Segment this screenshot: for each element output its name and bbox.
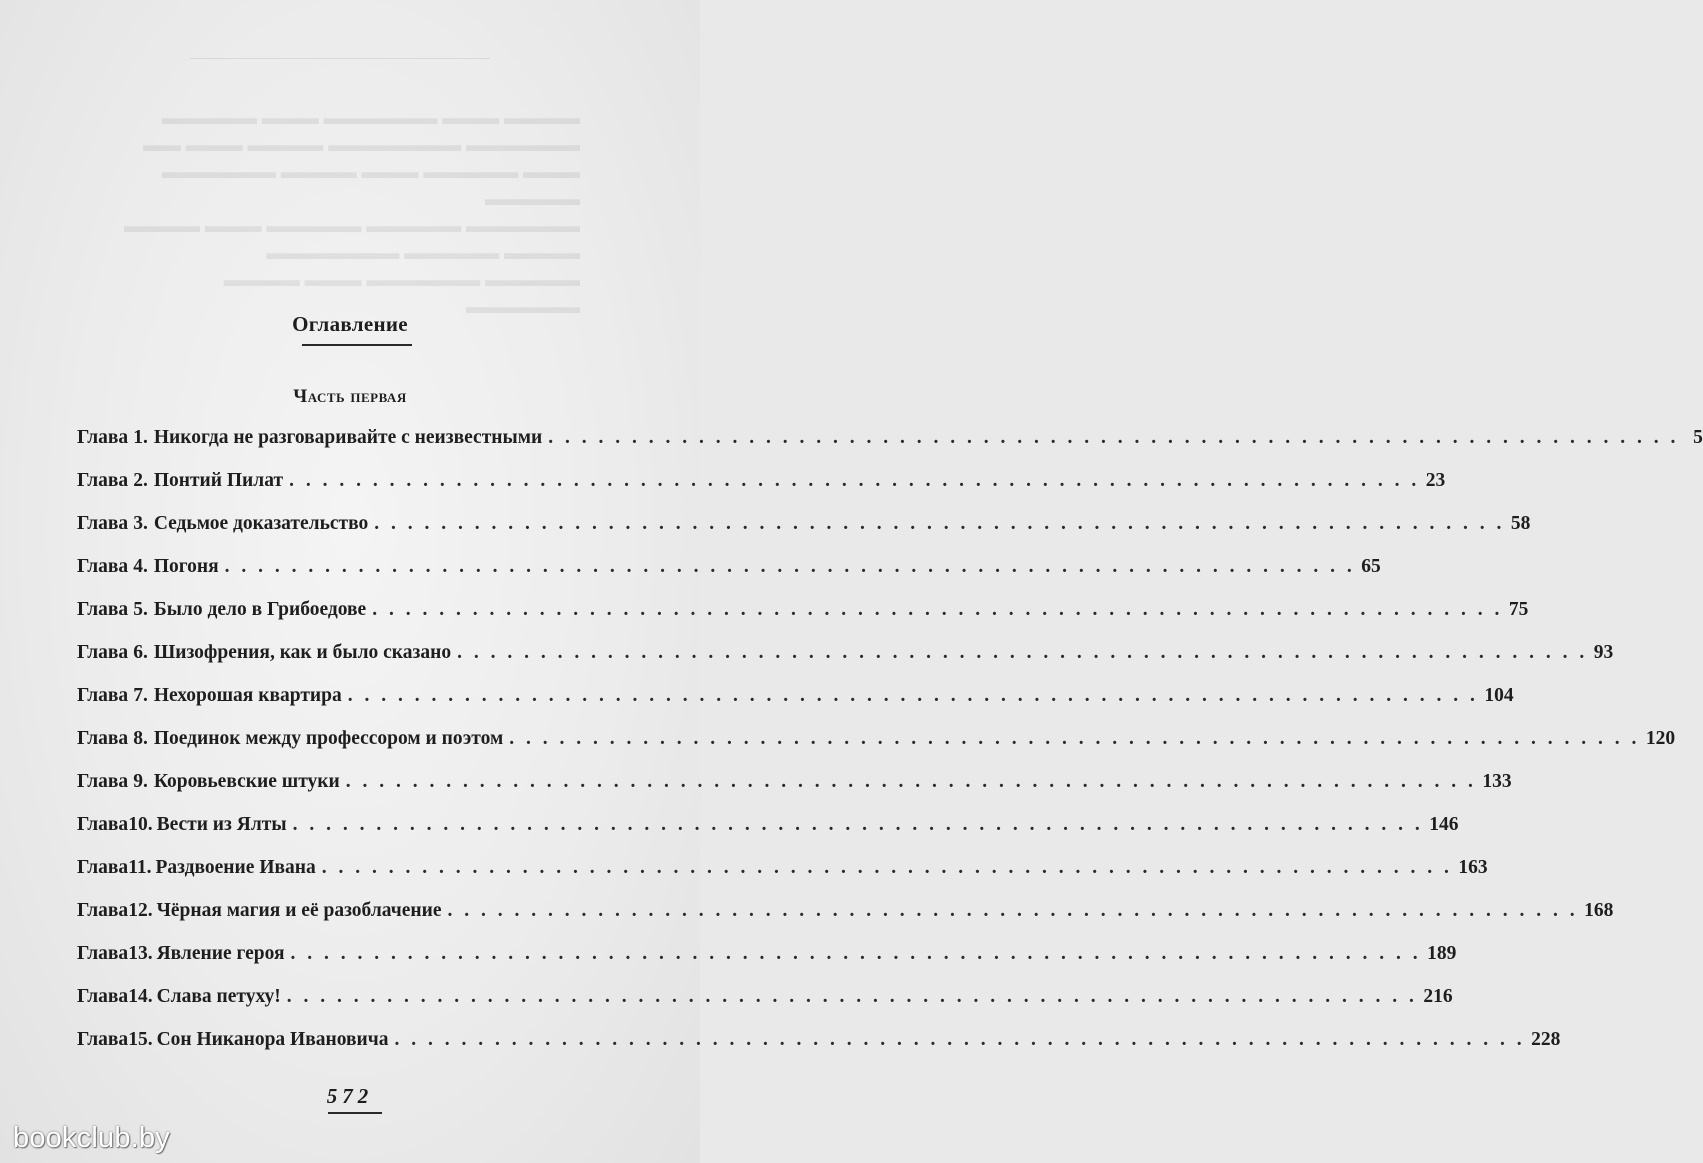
- chapter-number: 3.: [133, 513, 148, 534]
- dot-leader: [289, 470, 1420, 492]
- chapter-page-number: 5: [1693, 427, 1703, 448]
- dot-leader: [548, 427, 1679, 449]
- toc-entry[interactable]: [77, 771, 1512, 814]
- chapter-title: Понтий Пилат: [153, 470, 284, 491]
- chapter-number: 8.: [133, 728, 148, 749]
- chapter-page-number: 120: [1645, 728, 1676, 749]
- chapter-number: 2.: [133, 470, 148, 491]
- chapter-page-number: 93: [1593, 642, 1614, 663]
- chapter-page-number: 228: [1531, 1029, 1561, 1050]
- chapter-title: Сон Никанора Ивановича: [156, 1029, 389, 1050]
- bleed-through-rule: [190, 58, 490, 59]
- heading-underline: [302, 344, 412, 346]
- dot-leader: [291, 943, 1422, 965]
- dot-leader: [374, 513, 1505, 535]
- dot-leader: [293, 814, 1424, 836]
- chapter-title: Нехорошая квартира: [153, 685, 342, 706]
- chapter-number: 6.: [133, 642, 148, 663]
- chapter-title: Слава петуху!: [156, 986, 281, 1007]
- chapter-page-number: 163: [1458, 857, 1488, 878]
- chapter-title: Погоня: [153, 556, 219, 577]
- toc-entry[interactable]: [77, 513, 1531, 556]
- chapter-label: Глава: [77, 986, 129, 1007]
- dot-leader: [287, 986, 1418, 1008]
- chapter-number: 15.: [128, 1029, 153, 1050]
- toc-entry[interactable]: [77, 814, 1459, 857]
- page-number-rule: [328, 1112, 382, 1114]
- table-of-contents: [77, 427, 1703, 1072]
- dot-leader: [372, 599, 1503, 621]
- chapter-page-number: 65: [1361, 556, 1381, 577]
- page-number: 572: [326, 1084, 374, 1108]
- chapter-page-number: 58: [1510, 513, 1531, 534]
- chapter-label: Глава: [77, 1029, 129, 1050]
- chapter-page-number: 189: [1427, 943, 1457, 964]
- dot-leader: [457, 642, 1588, 664]
- chapter-label: Глава: [77, 427, 129, 448]
- chapter-number: 10.: [128, 814, 153, 835]
- toc-entry[interactable]: [77, 728, 1676, 771]
- toc-entry[interactable]: [77, 427, 1703, 470]
- chapter-label: Глава: [77, 513, 129, 534]
- dot-leader: [346, 771, 1477, 793]
- chapter-label: Глава: [77, 685, 129, 706]
- chapter-title: Седьмое доказательство: [153, 513, 369, 534]
- chapter-number: 12.: [128, 900, 153, 921]
- chapter-title: Раздвоение Ивана: [155, 857, 316, 878]
- chapter-title: Чёрная магия и её разоблачение: [156, 900, 442, 921]
- chapter-page-number: 23: [1425, 470, 1446, 491]
- chapter-title: Поединок между профессором и поэтом: [153, 728, 504, 749]
- chapter-title: Вести из Ялты: [156, 814, 287, 835]
- chapter-label: Глава: [77, 771, 129, 792]
- chapter-label: Глава: [77, 728, 129, 749]
- dot-leader: [348, 685, 1479, 707]
- dot-leader: [395, 1029, 1526, 1051]
- watermark-logo: bookclub.by: [13, 1122, 170, 1154]
- toc-entry[interactable]: [77, 986, 1453, 1029]
- chapter-title: Шизофрения, как и было сказано: [153, 642, 452, 663]
- toc-entry[interactable]: [77, 943, 1457, 986]
- toc-entry[interactable]: [77, 470, 1446, 513]
- toc-entry[interactable]: [77, 556, 1381, 599]
- toc-entry[interactable]: [77, 642, 1614, 685]
- chapter-label: Глава: [77, 857, 129, 878]
- chapter-label: Глава: [77, 814, 129, 835]
- dot-leader: [322, 857, 1453, 879]
- chapter-label: Глава: [77, 642, 129, 663]
- chapter-number: 5.: [133, 599, 148, 620]
- chapter-number: 7.: [133, 685, 148, 706]
- toc-heading: [0, 312, 700, 339]
- toc-entry[interactable]: [77, 599, 1529, 642]
- chapter-label: Глава: [77, 943, 129, 964]
- chapter-number: 14.: [128, 986, 153, 1007]
- chapter-number: 4.: [133, 556, 148, 577]
- bleed-through-texture: ▬▬▬▬ ▬▬▬ ▬▬▬▬▬▬ ▬▬▬ ▬▬▬▬▬ ▬▬▬▬▬▬ ▬▬▬▬▬▬▬ ▬▬▬▬ ▬▬▬ ▬▬ ▬▬▬ ▬▬▬▬▬ ▬▬▬ ▬▬▬▬ ▬▬▬▬▬▬ ▬▬▬▬▬ ▬▬▬▬▬▬ ▬▬▬▬▬ ▬▬▬▬▬ ▬▬▬ ▬▬▬▬ ▬▬▬▬ ▬▬▬▬▬ ▬▬▬▬▬▬▬ ▬▬▬▬▬ ▬▬▬▬▬▬ ▬▬▬ ▬▬▬▬ ▬▬▬▬▬▬: [124, 108, 580, 318]
- chapter-label: Глава: [77, 900, 129, 921]
- chapter-label: Глава: [77, 556, 129, 577]
- toc-entry[interactable]: [77, 685, 1514, 728]
- chapter-page-number: 133: [1482, 771, 1512, 792]
- toc-heading-text: Оглавление: [292, 312, 408, 336]
- chapter-page-number: 75: [1508, 599, 1529, 620]
- dot-leader: [509, 728, 1640, 750]
- chapter-title: Никогда не разговаривайте с неизвестными: [153, 427, 543, 448]
- toc-entry[interactable]: [77, 900, 1614, 943]
- dot-leader: [225, 556, 1356, 578]
- chapter-label: Глава: [77, 599, 129, 620]
- chapter-page-number: 216: [1423, 986, 1453, 1007]
- chapter-title: Явление героя: [156, 943, 285, 964]
- chapter-number: 9.: [133, 771, 148, 792]
- chapter-title: Было дело в Грибоедове: [153, 599, 367, 620]
- chapter-label: Глава: [77, 470, 129, 491]
- toc-entry[interactable]: [77, 857, 1488, 900]
- dot-leader: [448, 900, 1579, 922]
- chapter-title: Коровьевские штуки: [153, 771, 340, 792]
- chapter-number: 11.: [128, 857, 152, 878]
- part-title: Часть первая: [293, 386, 407, 407]
- chapter-page-number: 146: [1429, 814, 1459, 835]
- chapter-number: 13.: [128, 943, 153, 964]
- chapter-page-number: 168: [1584, 900, 1614, 921]
- chapter-number: 1.: [133, 427, 148, 448]
- chapter-page-number: 104: [1484, 685, 1514, 706]
- toc-entry[interactable]: [77, 1029, 1561, 1072]
